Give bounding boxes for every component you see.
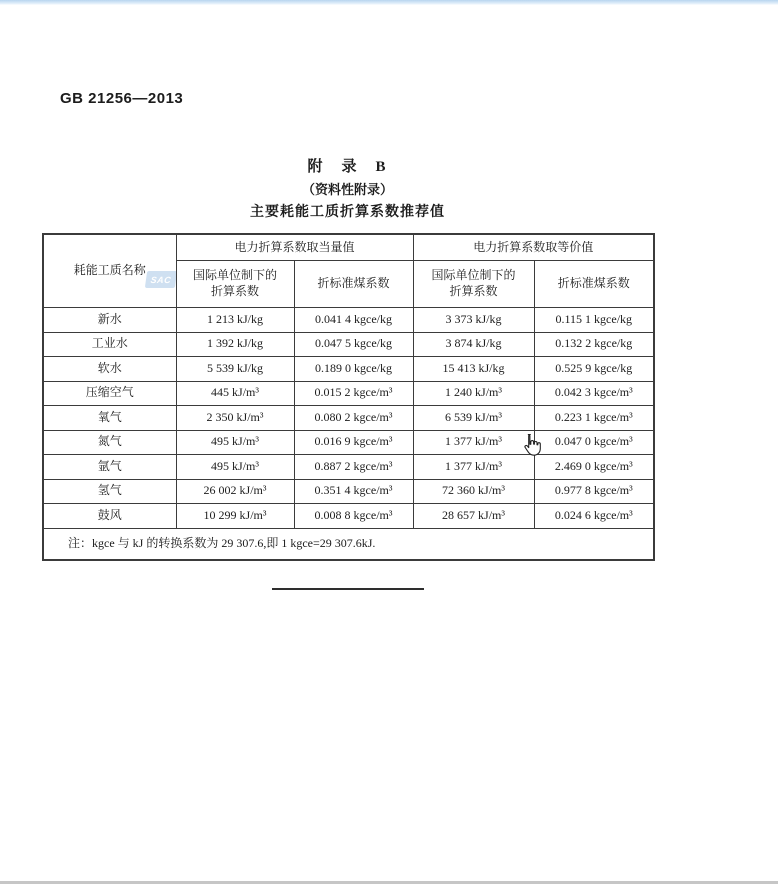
table-row — [43, 430, 654, 455]
conversion-coefficients-table — [42, 233, 655, 561]
utility-name-cell: 氧气 — [43, 406, 176, 431]
table-cell: 445 kJ/m³ — [176, 381, 294, 406]
column-group-parity-value: 电力折算系数取等价值 — [413, 234, 654, 261]
table-cell: 0.042 3 kgce/m³ — [534, 381, 654, 406]
column-header-si-coefficient — [413, 261, 534, 308]
table-cell: 2.469 0 kgce/m³ — [534, 455, 654, 480]
table-cell: 0.132 2 kgce/kg — [534, 332, 654, 357]
header-line: 折算系数 — [210, 284, 259, 298]
sac-watermark: SAC — [145, 271, 177, 288]
table-title: 主要耗能工质折算系数推荐值 — [250, 205, 445, 220]
table-cell: 5 539 kJ/kg — [176, 357, 294, 382]
window-top-edge — [0, 0, 778, 5]
utility-name-cell: 压缩空气 — [43, 381, 176, 406]
table-cell: 1 240 kJ/m³ — [413, 381, 534, 406]
table-cell: 72 360 kJ/m³ — [413, 479, 534, 504]
table-cell: 1 377 kJ/m³ — [413, 430, 534, 455]
utility-name-cell: 鼓风 — [43, 504, 176, 529]
table-row — [43, 381, 654, 406]
table-row — [43, 455, 654, 480]
table-row — [43, 357, 654, 382]
table-cell: 1 377 kJ/m³ — [413, 455, 534, 480]
table-row — [43, 406, 654, 431]
table-row — [43, 504, 654, 529]
table-cell: 0.189 0 kgce/kg — [294, 357, 413, 382]
table-cell: 0.223 1 kgce/m³ — [534, 406, 654, 431]
table-row — [43, 332, 654, 357]
table-cell: 495 kJ/m³ — [176, 455, 294, 480]
table-cell: 6 539 kJ/m³ — [413, 406, 534, 431]
standard-number: GB 21256—2013 — [60, 90, 184, 107]
appendix-heading: 附 录 B — [307, 159, 388, 175]
table-cell: 28 657 kJ/m³ — [413, 504, 534, 529]
table-cell: 0.024 6 kgce/m³ — [534, 504, 654, 529]
table-note-row — [43, 528, 654, 560]
table-cell: 0.887 2 kgce/m³ — [294, 455, 413, 480]
table-row — [43, 308, 654, 333]
header-line: 国际单位制下的 — [192, 268, 277, 283]
utility-name-cell: 工业水 — [43, 332, 176, 357]
table-cell: 0.115 1 kgce/kg — [534, 308, 654, 333]
table-cell: 0.351 4 kgce/m³ — [294, 479, 413, 504]
table-note: 注：kgce 与 kJ 的转换系数为 29 307.6,即 1 kgce=29 307.6kJ. — [43, 528, 654, 560]
table-cell: 1 213 kJ/kg — [176, 308, 294, 333]
column-header-coal-coefficient: 折标准煤系数 — [534, 261, 654, 308]
utility-name-cell: 氮气 — [43, 430, 176, 455]
header-line: 折算系数 — [449, 284, 498, 298]
table-cell: 0.047 0 kgce/m³ — [534, 430, 654, 455]
table-cell: 0.041 4 kgce/kg — [294, 308, 413, 333]
table-cell: 0.008 8 kgce/m³ — [294, 504, 413, 529]
table-cell: 495 kJ/m³ — [176, 430, 294, 455]
table-cell: 0.016 9 kgce/m³ — [294, 430, 413, 455]
table-cell: 3 874 kJ/kg — [413, 332, 534, 357]
column-group-equivalent-value: 电力折算系数取当量值 — [176, 234, 413, 261]
table-cell: 0.047 5 kgce/kg — [294, 332, 413, 357]
table-cell: 0.977 8 kgce/m³ — [534, 479, 654, 504]
appendix-subheading: （资料性附录） — [301, 182, 393, 197]
hand-cursor-icon — [521, 433, 543, 459]
table-cell: 10 299 kJ/m³ — [176, 504, 294, 529]
table-cell: 15 413 kJ/kg — [413, 357, 534, 382]
table-cell: 0.525 9 kgce/kg — [534, 357, 654, 382]
table-row — [43, 479, 654, 504]
utility-name-cell: 软水 — [43, 357, 176, 382]
table-cell: 1 392 kJ/kg — [176, 332, 294, 357]
table-cell: 2 350 kJ/m³ — [176, 406, 294, 431]
column-header-utility-name: 耗能工质名称 — [43, 234, 176, 308]
table-cell: 3 373 kJ/kg — [413, 308, 534, 333]
table-cell: 0.015 2 kgce/m³ — [294, 381, 413, 406]
utility-name-cell: 新水 — [43, 308, 176, 333]
table-cell: 0.080 2 kgce/m³ — [294, 406, 413, 431]
utility-name-cell: 氩气 — [43, 455, 176, 480]
table-cell: 26 002 kJ/m³ — [176, 479, 294, 504]
table-header-group-row — [43, 234, 654, 261]
column-header-coal-coefficient: 折标准煤系数 — [294, 261, 413, 308]
header-line: 国际单位制下的 — [431, 268, 516, 283]
utility-name-cell: 氢气 — [43, 479, 176, 504]
end-of-document-line — [272, 588, 424, 590]
column-header-si-coefficient — [176, 261, 294, 308]
